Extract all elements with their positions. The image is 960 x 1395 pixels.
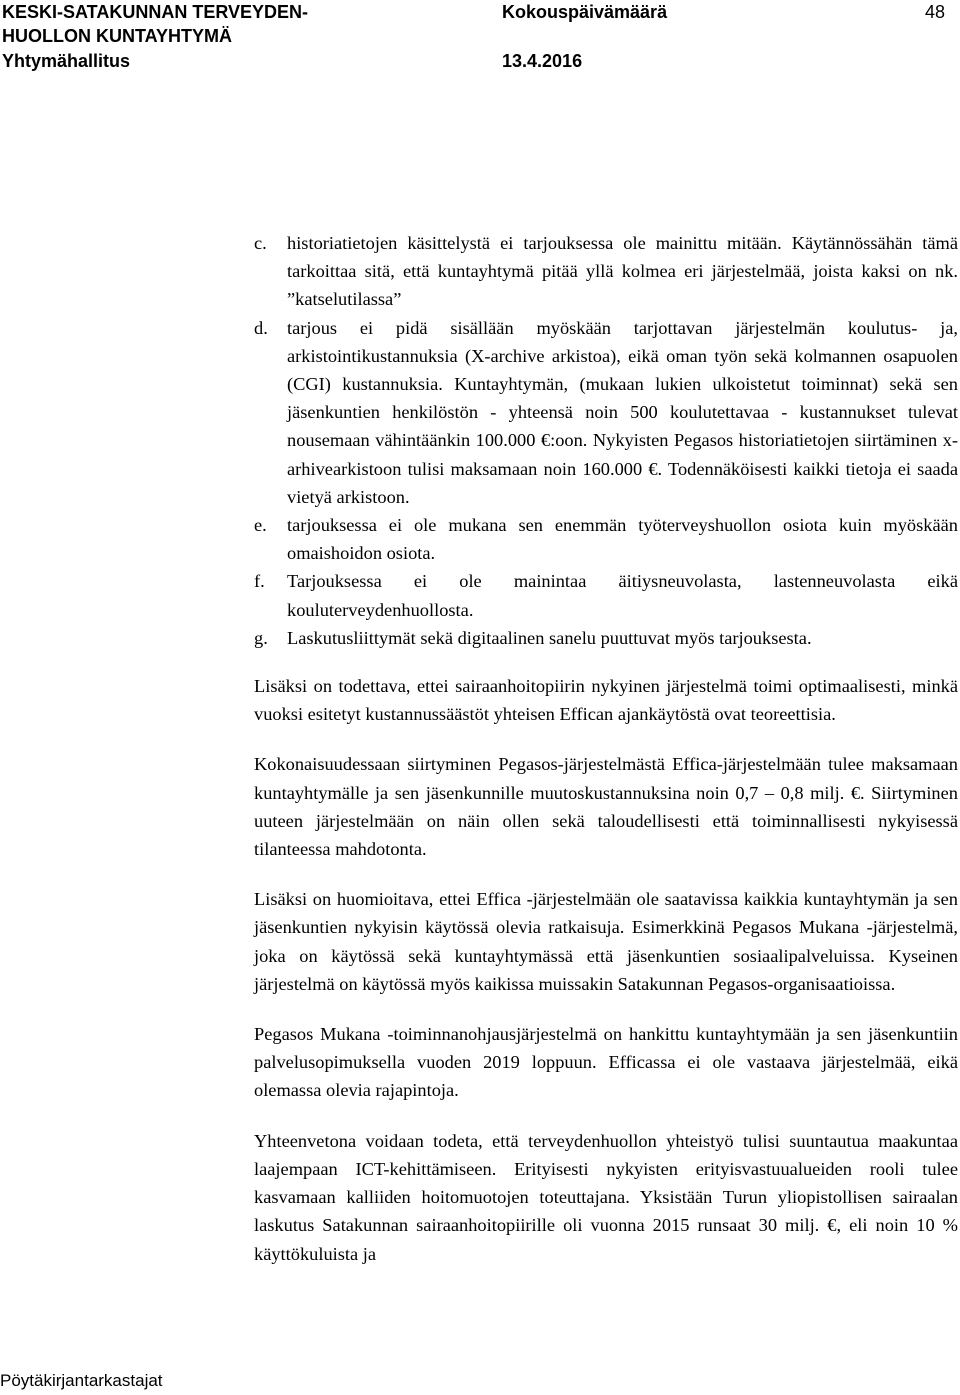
document-header [0,0,960,80]
meeting-date-label: Kokouspäivämäärä [502,2,668,22]
list-marker: c. [254,233,267,253]
list-marker: e. [254,515,267,536]
list-item-g [254,624,958,652]
paragraph-1: Lisäksi on todettava, ettei sairaanhoitopiirin nykyinen järjestelmä toimi optimaalisesti, minkä vuoksi esitetyt kustannussäästöt yhteisen Effican ajankäytöstä ovat teoreettisia. [254,676,958,725]
list-marker: g. [254,627,268,648]
list-item-text: Tarjouksessa ei ole mainintaa äitiysneuvolasta, lastenneuvolasta eikä kouluterveydenhuollosta. [287,571,958,620]
paragraph-2: Kokonaisuudessaan siirtyminen Pegasos-järjestelmästä Effica-järjestelmään tulee maksamaan kuntayhtymälle ja sen jäsenkunnille muutoskustannuksina noin 0,7 – 0,8 milj. €. Siirtyminen uuteen järjestelmään on näin ollen sekä taloudellisesti että toiminnallisesti nykyisessä tilanteessa mahdotonta. [254,754,958,860]
list-marker: f. [254,571,265,592]
organization-name-line1: KESKI-SATAKUNNAN TERVEYDEN- [2,2,309,22]
list-marker: d. [254,317,268,338]
paragraph-3: Lisäksi on huomioitava, ettei Effica -järjestelmään ole saatavissa kaikkia kuntayhtymän ja sen jäsenkuntien nykyisin käytössä olevia ratkaisuja. Esimerkkinä Pegasos Mukana -järjestelmä, joka on käytössä sekä kuntayhtymässä että jäsenkuntien sosiaalipalveluissa. Kyseinen järjestelmä on käytössä myös kaikissa muissakin Satakunnan Pegasos-organisaatioissa. [254,889,958,994]
governing-body: Yhtymähallitus [2,51,131,71]
list-item-e [254,511,958,567]
list-item-f [254,567,958,623]
footer-label: Pöytäkirjantarkastajat [0,1371,163,1390]
list-item-d [254,314,958,511]
organization-name-line2: HUOLLON KUNTAYHTYMÄ [2,26,232,46]
page-number: 48 [925,2,946,22]
list-item-text: tarjous ei pidä sisällään myöskään tarjottavan järjestelmän koulutus- ja, arkistointikustannuksia (X-archive arkistoa), eikä oman työn sekä kolmannen osapuolen (CGI) kustannuksia. Kuntayhtymän, (mukaan lukien ulkoistetut toiminnat) sekä sen jäsenkuntien henkilöstön - yhteensä noin 500 koulutettavaa - kustannukset tulevat nousemaan vähintäänkin 100.000 €:oon. Nykyisten Pegasos historiatietojen siirtäminen x-arhivearkistoon tulisi maksamaan noin 160.000 €. Todennäköisesti kaikki tietoja ei saada vietyä arkistoon. [287,317,958,507]
list-item-text: tarjouksessa ei ole mukana sen enemmän työterveyshuollon osiota kuin myöskään omaishoidon osiota. [287,515,958,564]
list-item-text: historiatietojen käsittelystä ei tarjouksessa ole mainittu mitään. Käytännössähän tämä tarkoittaa sitä, että kuntayhtymä pitää yllä kolmea eri järjestelmää, joista kaksi on nk. ”katselutilassa” [287,233,958,310]
paragraph-4: Pegasos Mukana -toiminnanohjausjärjestelmä on hankittu kuntayhtymään ja sen jäsenkuntiin palvelusopimuksella vuoden 2019 loppuun. Efficassa ei ole vastaava järjestelmää, eikä olemassa olevia rajapintoja. [254,1024,958,1101]
paragraph-5: Yhteenvetona voidaan todeta, että terveydenhuollon yhteistyö tulisi suuntautua maakuntaa laajempaan ICT-kehittämiseen. Erityisesti nykyisten erityisvastuualueiden rooli tulee kasvamaan kalliiden hoitomuotojen toteuttajana. Yksistään Turun yliopistollisen sairaalan laskutus Satakunnan sairaanhoitopiirille oli vuonna 2015 runsaat 30 milj. €, eli noin 10 % käyttökuluista ja [254,1130,958,1264]
meeting-date: 13.4.2016 [502,51,583,71]
list-item-text: Laskutusliittymät sekä digitaalinen sanelu puuttuvat myös tarjouksesta. [287,627,812,648]
list-item-c [254,229,958,314]
document-body [254,229,958,1286]
